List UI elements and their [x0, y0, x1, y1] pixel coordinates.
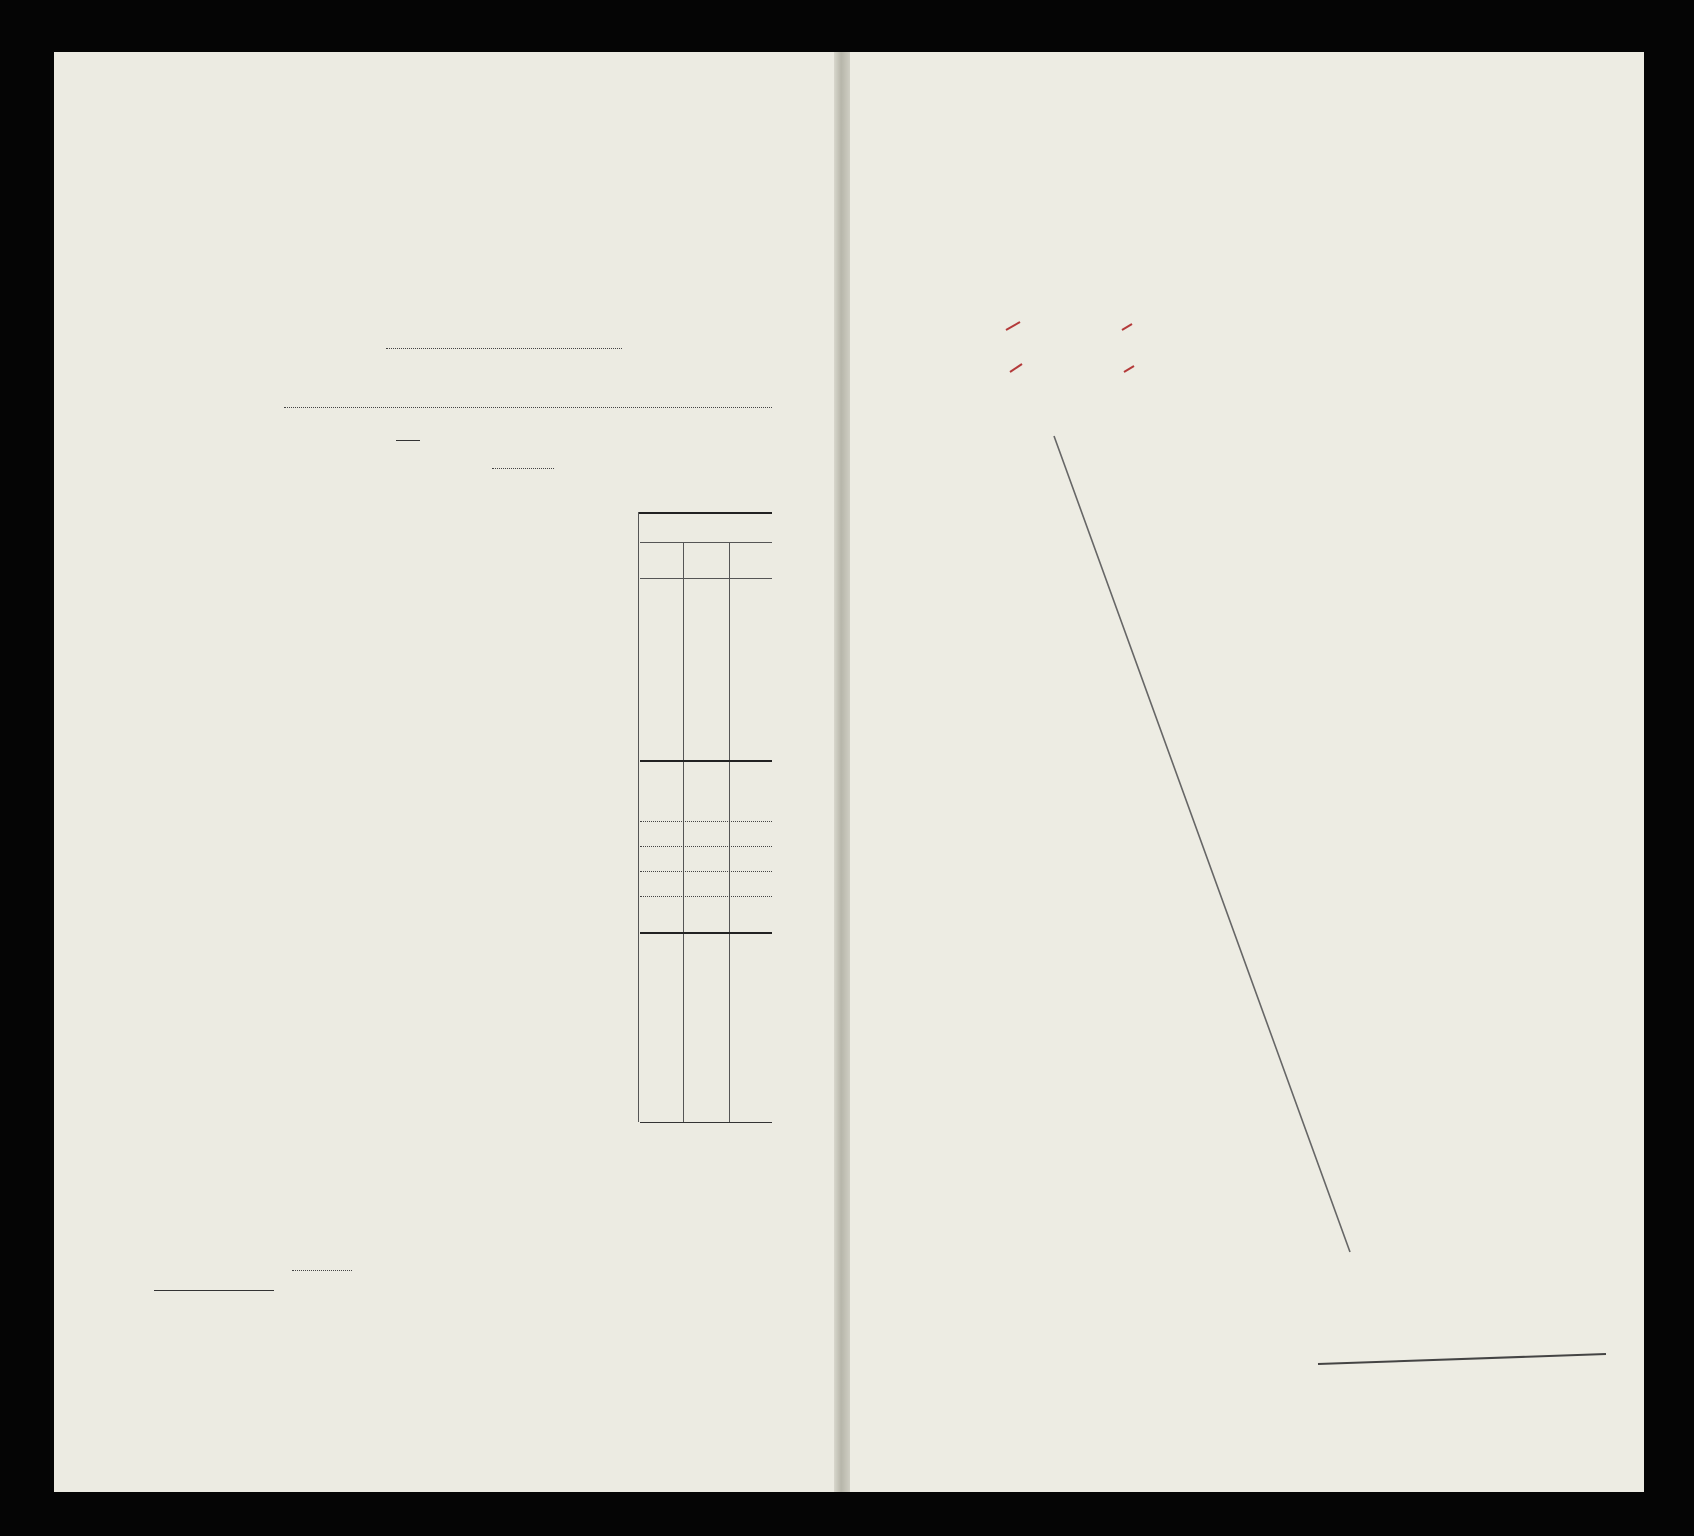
red-check-marks: [1006, 322, 1134, 372]
pencil-cancel-line: [1054, 436, 1350, 1252]
sum-underline: [1318, 1354, 1606, 1364]
